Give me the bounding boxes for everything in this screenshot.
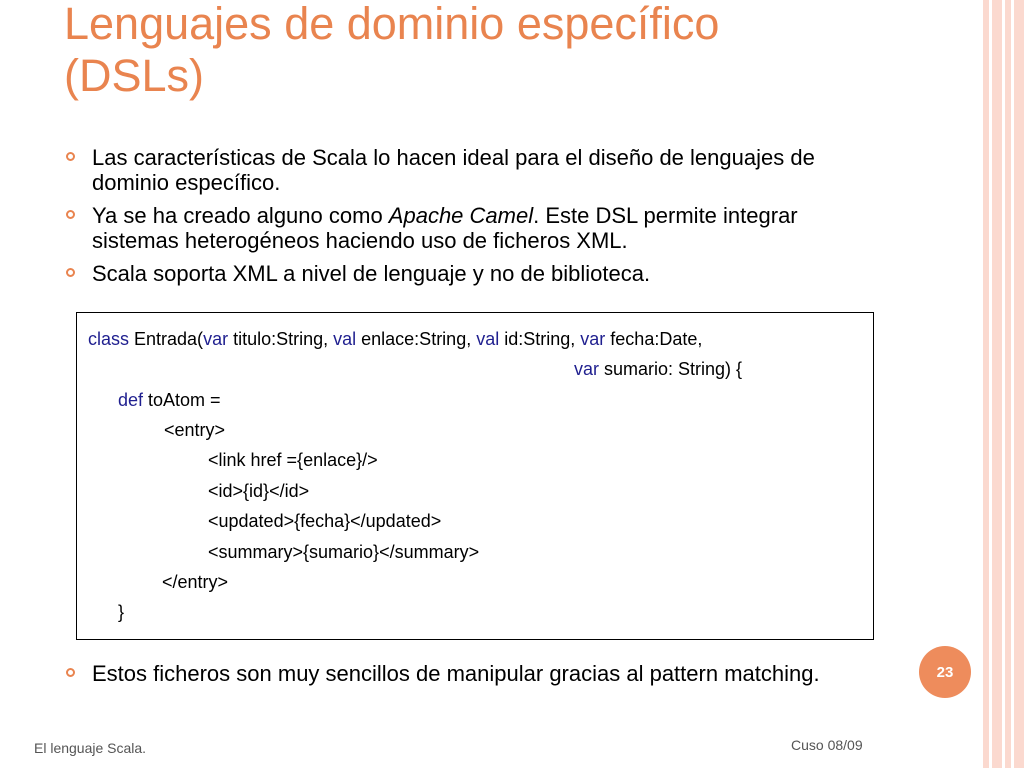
bullet-text-italic: Apache Camel bbox=[388, 203, 534, 228]
bullet-text: Las características de Scala lo hacen ideal para el diseño de lenguajes de dominio específico. bbox=[92, 145, 815, 195]
bullet-text-pre: Ya se ha creado alguno como bbox=[92, 203, 389, 228]
code-line-10: } bbox=[118, 602, 125, 622]
footer-title: El lenguaje Scala. bbox=[34, 740, 147, 756]
bullet-item bbox=[64, 261, 844, 286]
code-line-7: <updated>{fecha}</updated> bbox=[208, 511, 442, 531]
bullet-item bbox=[64, 203, 844, 253]
footer-date: Cuso 08/09 bbox=[791, 737, 863, 753]
code-line-8: <summary>{sumario}</summary> bbox=[208, 542, 480, 562]
bullet-text-post: . Este DSL permite integrar sistemas heterogéneos haciendo uso de ficheros XML. bbox=[92, 203, 798, 253]
bullet-circle-icon bbox=[66, 668, 75, 677]
slide-title bbox=[64, 0, 944, 102]
code-line-2: var sumario: String) { bbox=[574, 359, 743, 379]
page-number: 23 bbox=[936, 663, 954, 681]
bullet-text: Estos ficheros son muy sencillos de manipular gracias al pattern matching. bbox=[92, 661, 820, 686]
bullet-item bbox=[64, 145, 844, 195]
code-line-6: <id>{id}</id> bbox=[208, 481, 310, 501]
decor-stripe bbox=[1005, 0, 1011, 768]
decor-stripe bbox=[1014, 0, 1024, 768]
bullet-item bbox=[64, 661, 864, 686]
title-line-1: Lenguajes de dominio específico bbox=[64, 0, 720, 49]
page-number-badge bbox=[919, 646, 971, 698]
code-line-1: class Entrada(var titulo:String, val enlace:String, val id:String, var fecha:Date, bbox=[88, 329, 703, 349]
bullet-circle-icon bbox=[66, 210, 75, 219]
code-line-9: </entry> bbox=[162, 572, 229, 592]
bullet-circle-icon bbox=[66, 152, 75, 161]
bullet-list-bottom bbox=[64, 661, 864, 686]
code-line-3: def toAtom = bbox=[118, 390, 221, 410]
bullet-text: Scala soporta XML a nivel de lenguaje y no de biblioteca. bbox=[92, 261, 651, 286]
code-line-4: <entry> bbox=[164, 420, 226, 440]
code-line-5: <link href ={enlace}/> bbox=[208, 450, 378, 470]
title-line-2: (DSLs) bbox=[64, 50, 205, 101]
bullet-circle-icon bbox=[66, 268, 75, 277]
bullet-list bbox=[64, 145, 844, 294]
code-block bbox=[76, 312, 874, 640]
decor-stripe bbox=[992, 0, 1002, 768]
decor-stripe bbox=[983, 0, 989, 768]
